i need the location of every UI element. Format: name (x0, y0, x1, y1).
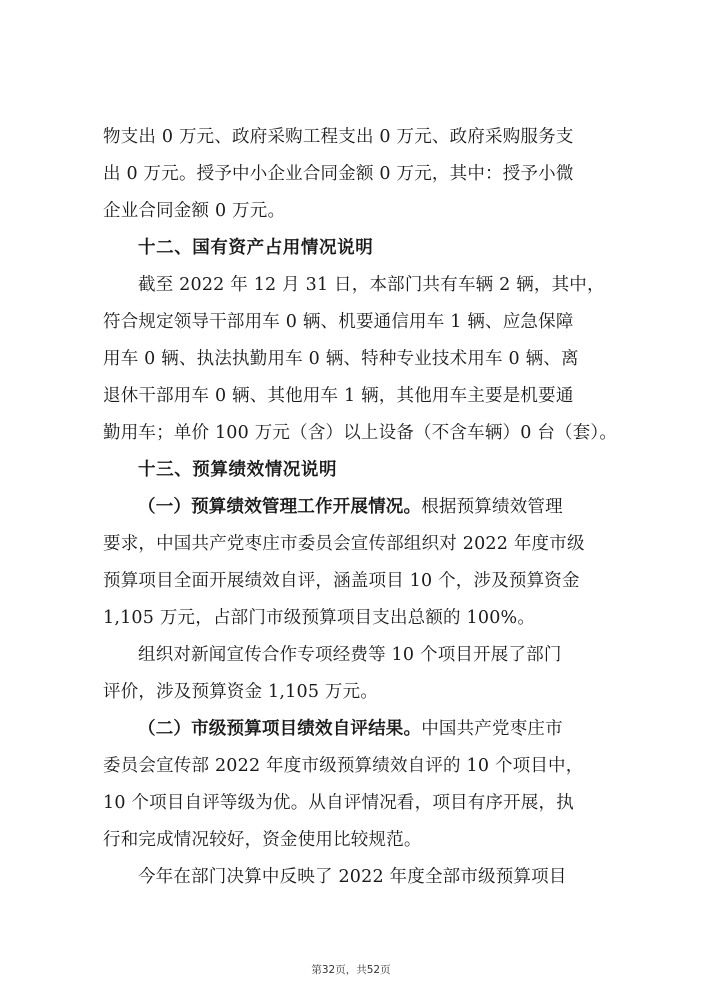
paragraph-line: 物支出 0 万元、政府采购工程支出 0 万元、政府采购服务支 (103, 127, 574, 147)
subsection-lead: （一）预算绩效管理工作开展情况。 (138, 497, 422, 517)
section-heading: 十三、预算绩效情况说明 (138, 460, 338, 480)
paragraph-line: 1,105 万元，占部门市级预算项目支出总额的 100%。 (103, 608, 536, 628)
paragraph-line: 退休干部用车 0 辆、其他用车 1 辆，其他用车主要是机要通 (103, 386, 574, 406)
paragraph-line: 勤用车；单价 100 万元（含）以上设备（不含车辆）0 台（套）。 (103, 423, 618, 443)
paragraph-text: 根据预算绩效管理 (421, 497, 563, 517)
paragraph-text: 中国共产党枣庄市 (421, 719, 563, 739)
page-footer: 第32页，共52页 (311, 964, 391, 976)
paragraph-line: 出 0 万元。授予中小企业合同金额 0 万元，其中：授予小微 (103, 164, 574, 184)
paragraph-line (138, 718, 563, 740)
paragraph-line: 组织对新闻宣传合作专项经费等 10 个项目开展了部门 (138, 645, 562, 665)
paragraph-line: 预算项目全面开展绩效自评，涵盖项目 10 个，涉及预算资金 (103, 571, 580, 591)
paragraph-line: 截至 2022 年 12 月 31 日，本部门共有车辆 2 辆，其中， (138, 275, 605, 295)
paragraph-line: 行和完成情况较好，资金使用比较规范。 (103, 830, 422, 850)
paragraph-line: 10 个项目自评等级为优。从自评情况看，项目有序开展，执 (103, 793, 574, 813)
paragraph-line: 企业合同金额 0 万元。 (103, 201, 286, 221)
subsection-lead: （二）市级预算项目绩效自评结果。 (138, 719, 422, 739)
paragraph-line: 评价，涉及预算资金 1,105 万元。 (103, 682, 379, 702)
section-heading: 十二、国有资产占用情况说明 (138, 238, 374, 258)
paragraph-line: 委员会宣传部 2022 年度市级预算绩效自评的 10 个项目中， (103, 756, 584, 776)
paragraph-line (138, 496, 563, 518)
paragraph-line: 今年在部门决算中反映了 2022 年度全部市级预算项目 (138, 867, 567, 887)
paragraph-line: 符合规定领导干部用车 0 辆、机要通信用车 1 辆、应急保障 (103, 312, 574, 332)
paragraph-line: 用车 0 辆、执法执勤用车 0 辆、特种专业技术用车 0 辆、离 (103, 349, 579, 369)
paragraph-line: 要求，中国共产党枣庄市委员会宣传部组织对 2022 年度市级 (103, 534, 585, 554)
